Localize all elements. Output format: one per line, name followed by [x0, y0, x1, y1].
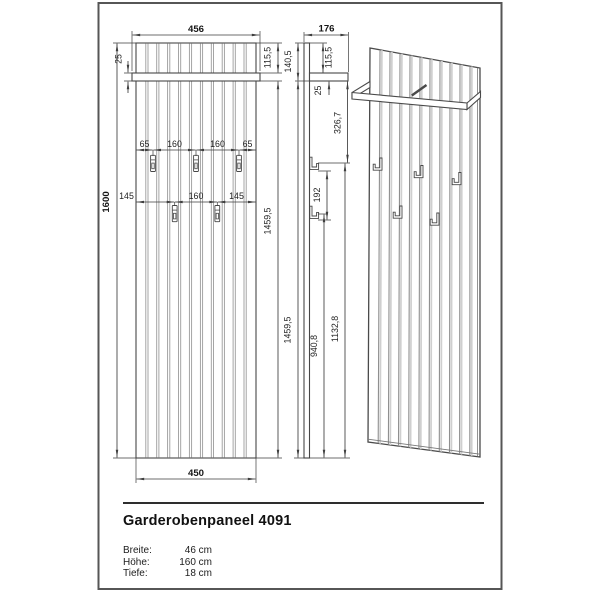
side-rail-board	[310, 73, 349, 81]
spec-row-hoehe	[123, 557, 212, 569]
dim-side-hook1-to-bottom: 1132,8	[330, 315, 340, 343]
front-view	[101, 24, 282, 483]
dim-side-rail-to-hooks: 326,7	[332, 111, 343, 135]
dim-hook-row1-b: 160	[167, 139, 182, 149]
dim-hook-row2-a: 145	[119, 191, 134, 201]
dim-side-rail-thickness: 25	[313, 85, 323, 96]
dim-side-hook2-to-bottom: 940,8	[309, 334, 319, 358]
dim-hook-row1-a: 65	[139, 139, 150, 149]
spec-row-tiefe	[123, 568, 212, 580]
dim-hook-row1-c: 160	[210, 139, 225, 149]
dim-front-bottom-width: 450	[187, 468, 205, 479]
dim-side-top-to-rail-top: 115,5	[323, 46, 334, 69]
spec-label: Breite:	[123, 545, 152, 556]
front-panel	[136, 43, 256, 458]
dim-front-top-to-rail: 115,5	[262, 46, 273, 69]
spec-table	[123, 545, 212, 580]
dim-front-top-width: 456	[187, 24, 205, 35]
coat-hook-icon	[310, 157, 319, 169]
dim-hook-row1-d: 65	[242, 139, 253, 149]
dim-front-rail-thickness: 25	[113, 54, 124, 64]
dim-front-height: 1600	[101, 191, 112, 213]
coat-hook-icon	[172, 206, 177, 222]
front-rail-board	[132, 73, 260, 81]
dim-side-depth: 176	[318, 23, 335, 35]
coat-hook-icon	[151, 155, 156, 171]
spec-value: 160 cm	[179, 556, 212, 568]
dim-hook-row2-c: 145	[229, 191, 244, 201]
coat-hook-icon	[237, 155, 242, 171]
dim-front-rail-to-bottom: 1459,5	[262, 207, 273, 235]
side-panel	[304, 43, 310, 458]
dim-hook-row2-b: 160	[188, 191, 204, 201]
coat-hook-icon	[310, 206, 319, 218]
coat-hook-icon	[215, 206, 220, 222]
title-separator	[123, 502, 484, 504]
spec-value: 18 cm	[184, 568, 212, 579]
dim-side-top-to-rail-bottom: 140,5	[283, 50, 293, 73]
spec-label: Tiefe:	[123, 568, 148, 579]
dim-side-rail-to-floor: 1459,5	[282, 316, 293, 344]
spec-row-breite	[123, 545, 212, 557]
coat-hook-icon	[194, 155, 199, 171]
perspective-view	[352, 48, 481, 457]
side-view	[283, 24, 351, 459]
spec-value: 46 cm	[184, 545, 212, 556]
spec-label: Höhe:	[123, 556, 150, 568]
product-title: Garderobenpaneel 4091	[123, 513, 292, 529]
dim-side-hook-gap: 192	[312, 187, 322, 203]
